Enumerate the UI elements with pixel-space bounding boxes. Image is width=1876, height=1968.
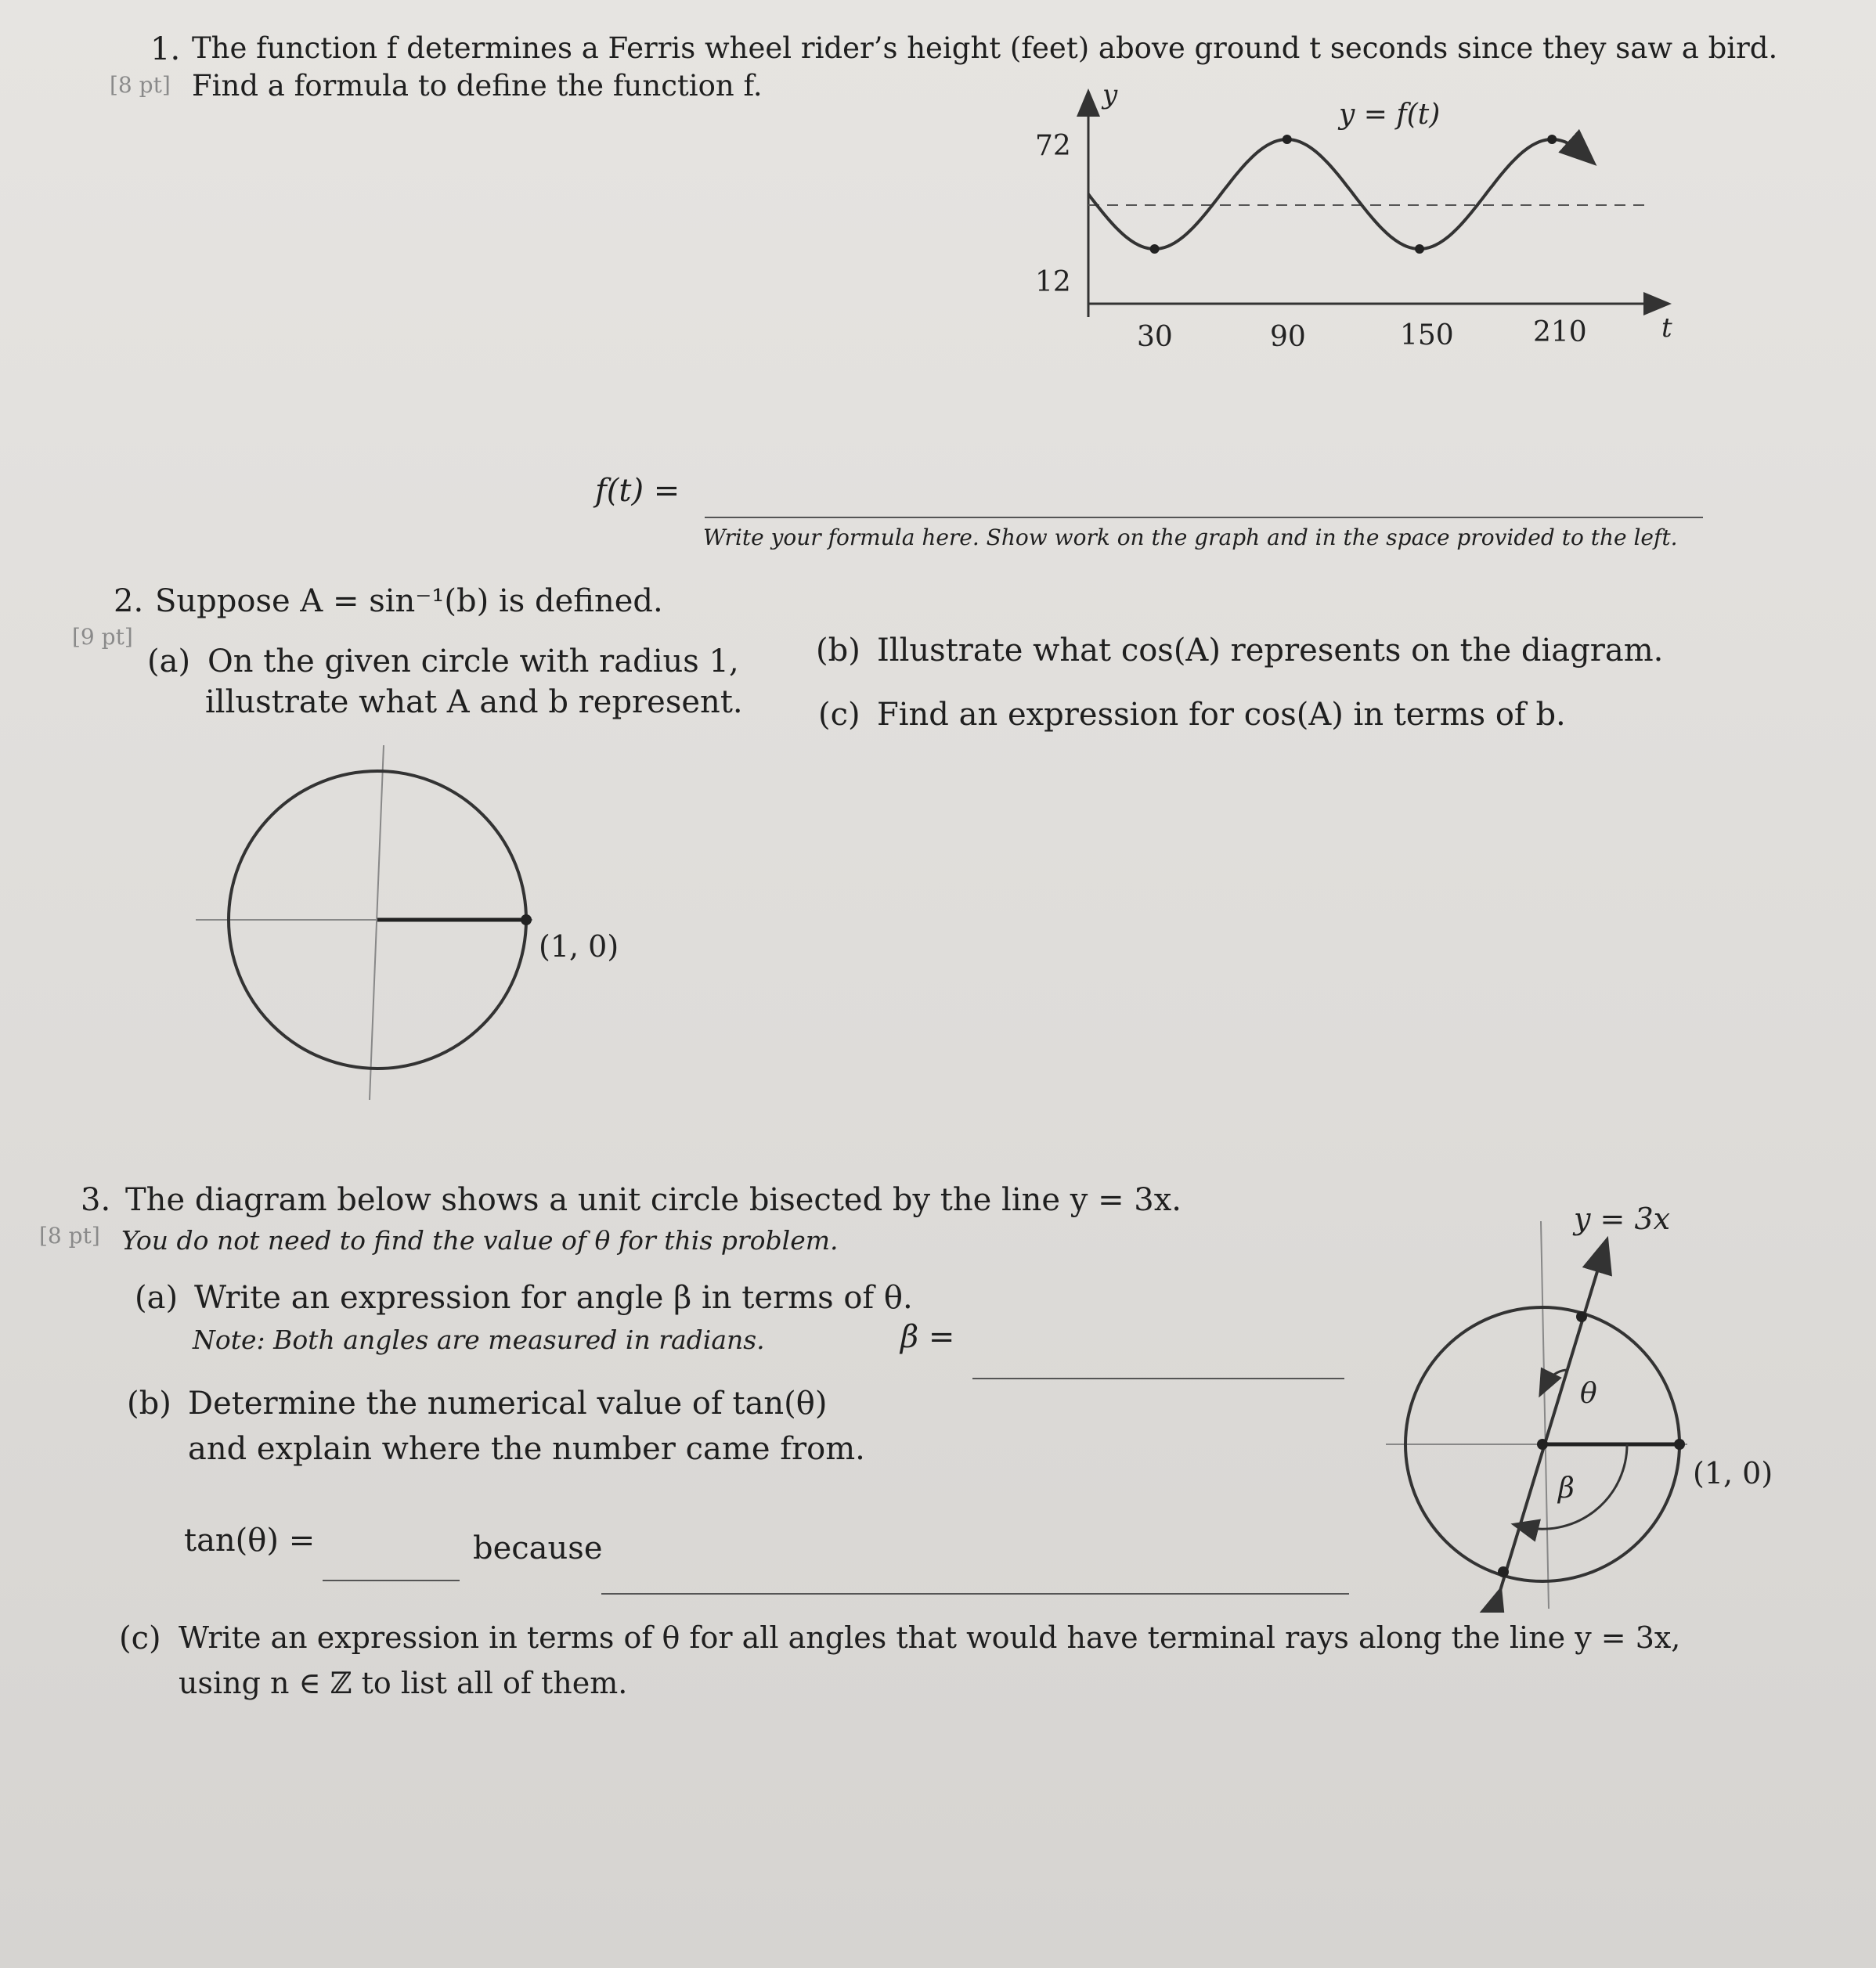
curve	[1088, 139, 1586, 249]
q3-origin	[1537, 1439, 1548, 1450]
q2a-line1: On the given circle with radius 1,	[207, 643, 739, 679]
beta-answer-label: β =	[900, 1319, 955, 1355]
x-tick-30: 30	[1137, 321, 1173, 353]
q1-points: [8 pt]	[110, 72, 171, 98]
curve-point-t210	[1547, 135, 1557, 144]
q2b-label: (b)	[816, 633, 860, 669]
q1-answer-label: f(t) =	[595, 473, 680, 509]
q2-number: 2.	[114, 583, 144, 619]
curve-point-t90	[1283, 135, 1292, 144]
line-label: y = 3x	[1574, 1202, 1671, 1236]
line-y-3x	[1497, 1251, 1604, 1601]
q3-point-label: (1, 0)	[1693, 1456, 1773, 1490]
q2-point-label: (1, 0)	[539, 929, 619, 964]
q3c-line2: using n ∈ ℤ to list all of them.	[179, 1666, 628, 1700]
q3-y-axis	[1541, 1221, 1549, 1609]
beta-answer-line[interactable]	[972, 1378, 1344, 1379]
q3c-line1: Write an expression in terms of θ for all angles that would have terminal rays along the line y = 3x,	[179, 1620, 1681, 1655]
q3-note: You do not need to find the value of θ for this problem.	[121, 1225, 839, 1256]
q3-point-1-0	[1674, 1439, 1685, 1450]
q1-prompt-line1: The function f determines a Ferris wheel rider’s height (feet) above ground t seconds since they saw a bird.	[192, 31, 1778, 65]
q3c-label: (c)	[119, 1620, 161, 1656]
tan-answer-line[interactable]	[323, 1580, 460, 1581]
q2-points: [9 pt]	[72, 624, 133, 650]
because-answer-line[interactable]	[601, 1593, 1349, 1595]
because-label: because	[473, 1530, 603, 1566]
x-axis-label: t	[1661, 312, 1672, 344]
q3-intersection-upper	[1576, 1311, 1587, 1322]
y-tick-72: 72	[1035, 130, 1071, 162]
beta-label: β	[1558, 1472, 1575, 1505]
q3b-line1: Determine the numerical value of tan(θ)	[188, 1386, 828, 1422]
q2-unit-circle-diagram	[188, 736, 626, 1112]
q3b-line2: and explain where the number came from.	[188, 1431, 865, 1467]
curve-point-t150	[1415, 244, 1424, 254]
q1-answer-note: Write your formula here. Show work on the graph and in the space provided to the left.	[703, 524, 1678, 550]
q3-stem: The diagram below shows a unit circle bisected by the line y = 3x.	[125, 1182, 1182, 1218]
q3-intersection-lower	[1498, 1566, 1509, 1577]
q2c-text: Find an expression for cos(A) in terms of b.	[877, 697, 1566, 733]
q3-points: [8 pt]	[39, 1223, 100, 1249]
ferris-wheel-graph	[1010, 78, 1699, 360]
x-tick-210: 210	[1533, 316, 1587, 348]
q3-number: 3.	[81, 1182, 111, 1218]
y-axis-label: y	[1102, 79, 1118, 110]
q3a-text: Write an expression for angle β in terms of θ.	[194, 1280, 913, 1316]
x-tick-90: 90	[1270, 321, 1306, 353]
q2-y-axis	[370, 745, 384, 1100]
q2-point-1-0	[521, 914, 532, 925]
tan-answer-label: tan(θ) =	[184, 1523, 316, 1559]
q1-answer-line[interactable]	[705, 517, 1703, 518]
q3b-label: (b)	[127, 1386, 171, 1422]
q1-number: 1.	[150, 31, 181, 67]
q2a-line2: illustrate what A and b represent.	[205, 684, 743, 720]
curve-point-t30	[1150, 244, 1160, 254]
q2c-label: (c)	[818, 697, 860, 733]
beta-arc	[1522, 1444, 1627, 1529]
q3a-label: (a)	[135, 1280, 179, 1316]
q2-stem: Suppose A = sin⁻¹(b) is defined.	[155, 583, 663, 619]
y-tick-12: 12	[1035, 266, 1071, 298]
x-tick-150: 150	[1400, 319, 1454, 351]
q3a-note: Note: Both angles are measured in radians.	[193, 1325, 765, 1355]
q3-unit-circle-diagram	[1386, 1190, 1793, 1613]
theta-label: θ	[1580, 1378, 1597, 1410]
curve-label: y = f(t)	[1339, 99, 1441, 131]
q2b-text: Illustrate what cos(A) represents on the diagram.	[877, 633, 1664, 669]
q1-prompt-line2: Find a formula to define the function f.	[192, 69, 763, 103]
q2a-label: (a)	[147, 643, 191, 679]
